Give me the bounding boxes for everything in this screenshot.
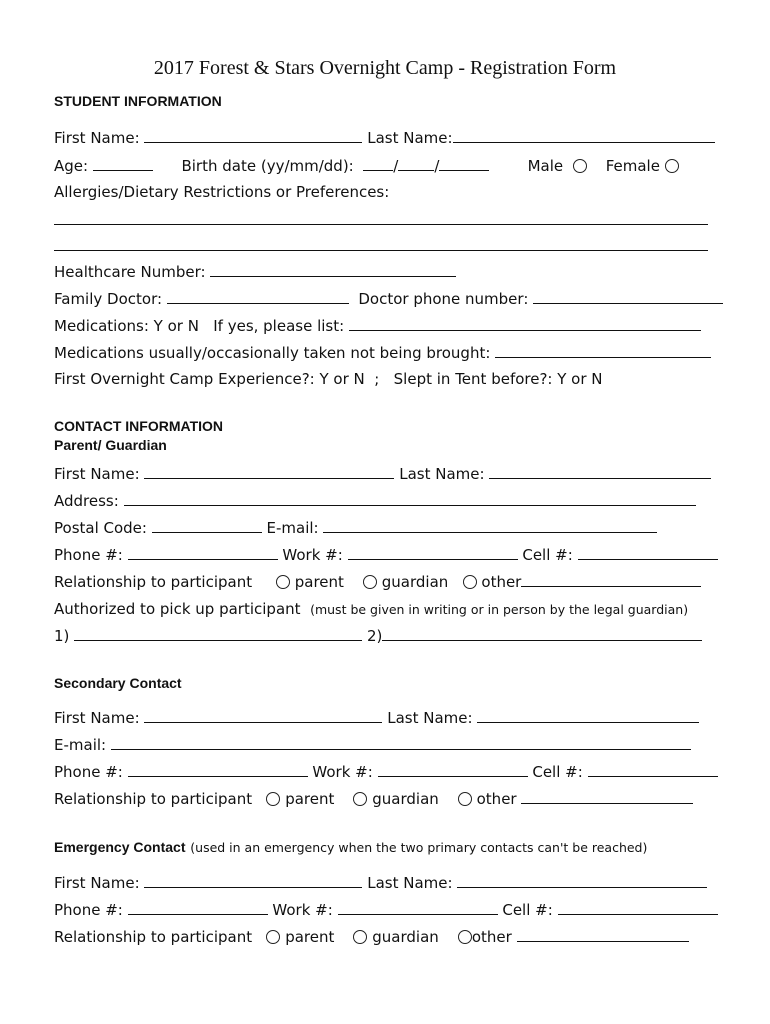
- cell-label: Cell #:: [502, 901, 553, 919]
- parent-guardian-subheading: Parent/ Guardian: [54, 437, 167, 453]
- first-name-label: First Name:: [54, 709, 140, 727]
- phone-label: Phone #:: [54, 546, 123, 564]
- secondary-relationship-row: [54, 789, 693, 809]
- relationship-label: Relationship to participant: [54, 573, 253, 591]
- address-label: Address:: [54, 492, 119, 510]
- male-label: Male: [527, 157, 564, 175]
- allergies-line-2[interactable]: [54, 250, 708, 251]
- last-name-label: Last Name:: [367, 129, 453, 147]
- address-field[interactable]: [124, 491, 696, 506]
- secondary-phone-field[interactable]: [128, 762, 308, 777]
- parent-last-name-field[interactable]: [489, 464, 711, 479]
- parent-radio[interactable]: [266, 930, 280, 944]
- slash: /: [434, 157, 440, 175]
- emergency-heading: Emergency Contact: [54, 839, 186, 855]
- parent-relationship-row: [54, 572, 701, 592]
- secondary-email-field[interactable]: [111, 735, 691, 750]
- medications-label: Medications: Y or N If yes, please list:: [54, 317, 345, 335]
- guardian-label: guardian: [372, 928, 439, 946]
- pickup-row: [54, 626, 702, 646]
- emergency-work-field[interactable]: [338, 900, 498, 915]
- emergency-last-name-field[interactable]: [457, 873, 707, 888]
- secondary-name-row: [54, 708, 699, 728]
- last-name-label: Last Name:: [367, 874, 453, 892]
- secondary-phone-row: [54, 762, 718, 782]
- emergency-name-row: [54, 873, 707, 893]
- emergency-relationship-row: [54, 927, 689, 947]
- parent-cell-field[interactable]: [578, 545, 718, 560]
- last-name-label: Last Name:: [399, 465, 485, 483]
- emergency-phone-field[interactable]: [128, 900, 268, 915]
- guardian-radio[interactable]: [353, 930, 367, 944]
- guardian-radio[interactable]: [353, 792, 367, 806]
- authorized-label: Authorized to pick up participant: [54, 600, 301, 618]
- other-radio[interactable]: [458, 792, 472, 806]
- pickup-1-label: 1): [54, 627, 70, 645]
- work-label: Work #:: [282, 546, 343, 564]
- other-field[interactable]: [521, 572, 701, 587]
- secondary-cell-field[interactable]: [588, 762, 718, 777]
- parent-phone-field[interactable]: [128, 545, 278, 560]
- secondary-work-field[interactable]: [378, 762, 528, 777]
- age-label: Age:: [54, 157, 89, 175]
- emergency-note: (used in an emergency when the two primary contacts can't be reached): [190, 840, 648, 855]
- other-field[interactable]: [517, 927, 689, 942]
- doctor-row: [54, 289, 723, 309]
- phone-label: Phone #:: [54, 901, 123, 919]
- secondary-last-name-field[interactable]: [477, 708, 699, 723]
- student-heading: STUDENT INFORMATION: [54, 93, 222, 109]
- parent-label: parent: [285, 928, 335, 946]
- healthcare-label: Healthcare Number:: [54, 263, 206, 281]
- medications-not-brought-field[interactable]: [495, 343, 711, 358]
- other-label: other: [476, 790, 517, 808]
- address-row: [54, 491, 696, 511]
- email-label: E-mail:: [54, 736, 107, 754]
- secondary-heading: Secondary Contact: [54, 675, 182, 691]
- cell-label: Cell #:: [522, 546, 573, 564]
- secondary-first-name-field[interactable]: [144, 708, 382, 723]
- email-label: E-mail:: [266, 519, 319, 537]
- authorized-row: [54, 599, 688, 620]
- pickup-1-field[interactable]: [74, 626, 362, 641]
- doctor-phone-label: Doctor phone number:: [358, 290, 529, 308]
- other-field[interactable]: [521, 789, 693, 804]
- medications-field[interactable]: [349, 316, 701, 331]
- parent-label: parent: [285, 790, 335, 808]
- email-field[interactable]: [323, 518, 657, 533]
- authorized-note: (must be given in writing or in person by the legal guardian): [310, 602, 689, 617]
- family-doctor-label: Family Doctor:: [54, 290, 163, 308]
- female-radio[interactable]: [665, 159, 679, 173]
- doctor-phone-field[interactable]: [533, 289, 723, 304]
- female-label: Female: [605, 157, 660, 175]
- allergies-line-1[interactable]: [54, 224, 708, 225]
- parent-phone-row: [54, 545, 718, 565]
- birth-mm-field[interactable]: [398, 156, 434, 171]
- birth-date-label: Birth date (yy/mm/dd):: [181, 157, 354, 175]
- parent-radio[interactable]: [276, 575, 290, 589]
- student-first-name-field[interactable]: [144, 128, 362, 143]
- parent-label: parent: [294, 573, 344, 591]
- other-radio[interactable]: [458, 930, 472, 944]
- cell-label: Cell #:: [532, 763, 583, 781]
- contact-heading: CONTACT INFORMATION: [54, 418, 224, 434]
- student-name-row: [54, 128, 715, 148]
- pickup-2-field[interactable]: [382, 626, 702, 641]
- parent-work-field[interactable]: [348, 545, 518, 560]
- relationship-label: Relationship to participant: [54, 790, 253, 808]
- work-label: Work #:: [312, 763, 373, 781]
- medications-not-brought-label: Medications usually/occasionally taken not being brought:: [54, 344, 491, 362]
- guardian-label: guardian: [381, 573, 449, 591]
- family-doctor-field[interactable]: [167, 289, 349, 304]
- emergency-phone-row: [54, 900, 718, 920]
- allergies-label: Allergies/Dietary Restrictions or Preferences:: [54, 183, 390, 201]
- birth-dd-field[interactable]: [439, 156, 489, 171]
- emergency-cell-field[interactable]: [558, 900, 718, 915]
- overnight-row: First Overnight Camp Experience?: Y or N ; Slept in Tent before?: Y or N: [54, 370, 603, 388]
- emergency-first-name-field[interactable]: [144, 873, 362, 888]
- slash: /: [393, 157, 399, 175]
- student-last-name-field[interactable]: [453, 128, 715, 143]
- healthcare-field[interactable]: [210, 262, 456, 277]
- secondary-email-row: [54, 735, 691, 755]
- emergency-heading-row: [54, 837, 647, 858]
- first-name-label: First Name:: [54, 874, 140, 892]
- other-label: other: [471, 928, 512, 946]
- medications-not-brought-row: [54, 343, 711, 363]
- form-title: 2017 Forest & Stars Overnight Camp - Registration Form: [153, 57, 617, 79]
- parent-radio[interactable]: [266, 792, 280, 806]
- parent-first-name-field[interactable]: [144, 464, 394, 479]
- guardian-label: guardian: [372, 790, 439, 808]
- phone-label: Phone #:: [54, 763, 123, 781]
- birth-yy-field[interactable]: [363, 156, 393, 171]
- parent-name-row: [54, 464, 711, 484]
- student-age-row: [54, 156, 679, 176]
- age-field[interactable]: [93, 156, 153, 171]
- other-label: other: [481, 573, 522, 591]
- pickup-2-label: 2): [366, 627, 383, 645]
- relationship-label: Relationship to participant: [54, 928, 253, 946]
- other-radio[interactable]: [463, 575, 477, 589]
- postal-row: [54, 518, 657, 538]
- work-label: Work #:: [272, 901, 333, 919]
- medications-row: [54, 316, 701, 336]
- healthcare-row: [54, 262, 456, 282]
- first-name-label: First Name:: [54, 465, 140, 483]
- last-name-label: Last Name:: [387, 709, 473, 727]
- postal-label: Postal Code:: [54, 519, 147, 537]
- first-name-label: First Name:: [54, 129, 140, 147]
- male-radio[interactable]: [573, 159, 587, 173]
- postal-field[interactable]: [152, 518, 262, 533]
- guardian-radio[interactable]: [363, 575, 377, 589]
